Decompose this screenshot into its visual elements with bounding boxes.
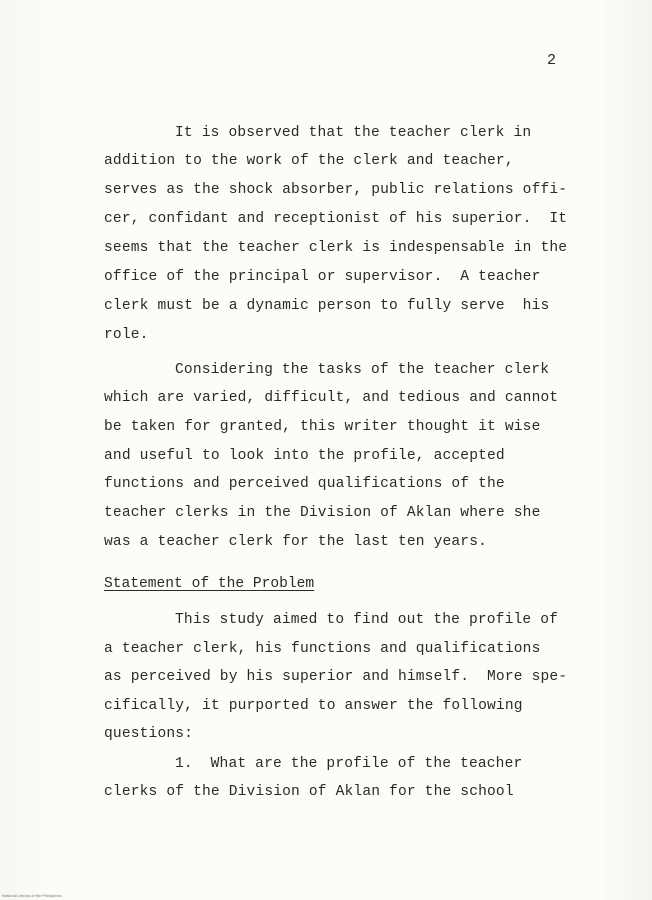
paragraph-line: which are varied, difficult, and tedious and cannot	[104, 390, 559, 406]
paragraph-line: cer, confidant and receptionist of his superior. It	[104, 211, 568, 227]
paragraph-line: cifically, it purported to answer the following	[104, 698, 523, 714]
paragraph-line: 1. What are the profile of the teacher	[175, 756, 523, 772]
paragraph-line: seems that the teacher clerk is indespensable in the	[104, 240, 568, 256]
footer-caption: National Library of the Philippines	[2, 893, 62, 898]
paragraph-line: functions and perceived qualifications of the	[104, 476, 505, 492]
paragraph-line: serves as the shock absorber, public relations offi-	[104, 182, 568, 198]
paragraph-line: Considering the tasks of the teacher clerk	[175, 362, 550, 378]
paragraph-line: clerks of the Division of Aklan for the school	[104, 784, 514, 800]
paragraph-line: be taken for granted, this writer thought it wise	[104, 419, 541, 435]
paragraph-line: questions:	[104, 726, 194, 742]
paragraph-line: role.	[104, 327, 149, 343]
paragraph-line: office of the principal or supervisor. A teacher	[104, 269, 541, 285]
paragraph-line: It is observed that the teacher clerk in	[175, 125, 532, 141]
paragraph-line: was a teacher clerk for the last ten years.	[104, 534, 488, 550]
paragraph-line: clerk must be a dynamic person to fully serve his	[104, 298, 550, 314]
paragraph-line: addition to the work of the clerk and teacher,	[104, 153, 514, 169]
paragraph-line: This study aimed to find out the profile of	[175, 612, 559, 628]
paragraph-line: as perceived by his superior and himself. More spe-	[104, 669, 568, 685]
paragraph-line: teacher clerks in the Division of Aklan where she	[104, 505, 541, 521]
paragraph-line: and useful to look into the profile, accepted	[104, 448, 505, 464]
page-number: 2	[547, 52, 557, 69]
section-heading: Statement of the Problem	[104, 576, 315, 592]
paragraph-line: a teacher clerk, his functions and qualifications	[104, 641, 541, 657]
